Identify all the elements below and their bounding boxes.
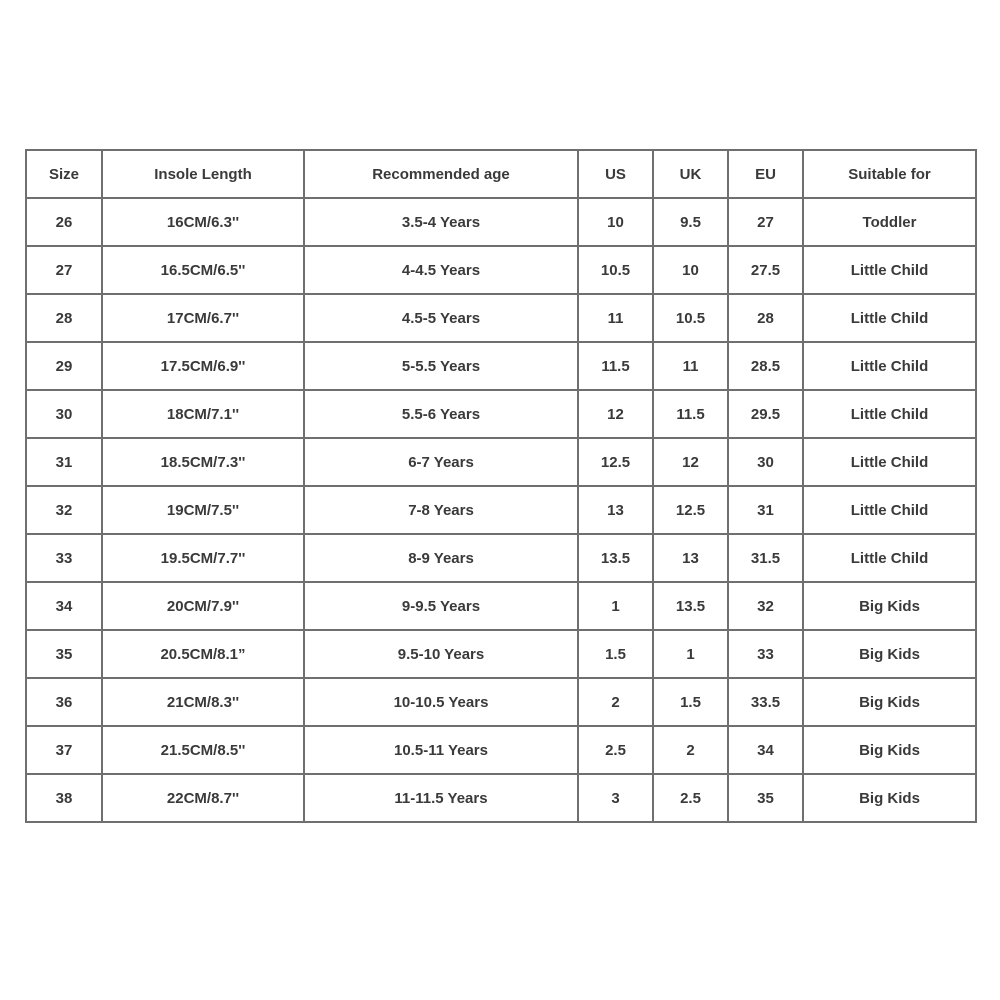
cell-uk: 13.5 [653, 582, 728, 630]
header-suitable-for: Suitable for [803, 150, 976, 198]
cell-size: 37 [26, 726, 102, 774]
table-row [26, 246, 976, 294]
cell-recommended-age: 10-10.5 Years [304, 678, 578, 726]
cell-us: 13.5 [578, 534, 653, 582]
cell-uk: 12 [653, 438, 728, 486]
cell-suitable-for: Little Child [803, 486, 976, 534]
header-row [26, 150, 976, 198]
cell-suitable-for: Big Kids [803, 582, 976, 630]
cell-suitable-for: Big Kids [803, 678, 976, 726]
cell-us: 12 [578, 390, 653, 438]
cell-recommended-age: 5-5.5 Years [304, 342, 578, 390]
cell-uk: 1 [653, 630, 728, 678]
cell-us: 13 [578, 486, 653, 534]
header-recommended-age: Recommended age [304, 150, 578, 198]
cell-size: 30 [26, 390, 102, 438]
cell-eu: 33 [728, 630, 803, 678]
cell-us: 1.5 [578, 630, 653, 678]
cell-uk: 10.5 [653, 294, 728, 342]
cell-eu: 27 [728, 198, 803, 246]
header-insole-length: Insole Length [102, 150, 304, 198]
table-row [26, 342, 976, 390]
cell-eu: 32 [728, 582, 803, 630]
cell-size: 32 [26, 486, 102, 534]
cell-insole-length: 18CM/7.1'' [102, 390, 304, 438]
cell-size: 26 [26, 198, 102, 246]
header-size: Size [26, 150, 102, 198]
table-row [26, 486, 976, 534]
cell-us: 2.5 [578, 726, 653, 774]
cell-size: 34 [26, 582, 102, 630]
cell-insole-length: 21.5CM/8.5'' [102, 726, 304, 774]
cell-suitable-for: Little Child [803, 342, 976, 390]
header-uk: UK [653, 150, 728, 198]
cell-insole-length: 20CM/7.9'' [102, 582, 304, 630]
cell-insole-length: 16.5CM/6.5'' [102, 246, 304, 294]
table-row [26, 582, 976, 630]
cell-eu: 31.5 [728, 534, 803, 582]
cell-insole-length: 20.5CM/8.1” [102, 630, 304, 678]
cell-recommended-age: 3.5-4 Years [304, 198, 578, 246]
cell-eu: 28.5 [728, 342, 803, 390]
cell-insole-length: 17CM/6.7'' [102, 294, 304, 342]
cell-uk: 10 [653, 246, 728, 294]
cell-suitable-for: Little Child [803, 294, 976, 342]
cell-insole-length: 17.5CM/6.9'' [102, 342, 304, 390]
cell-size: 29 [26, 342, 102, 390]
header-us: US [578, 150, 653, 198]
cell-us: 2 [578, 678, 653, 726]
cell-recommended-age: 9.5-10 Years [304, 630, 578, 678]
table-row [26, 438, 976, 486]
table-row [26, 726, 976, 774]
header-eu: EU [728, 150, 803, 198]
cell-eu: 27.5 [728, 246, 803, 294]
cell-size: 31 [26, 438, 102, 486]
table-row [26, 630, 976, 678]
cell-us: 10.5 [578, 246, 653, 294]
table-row [26, 198, 976, 246]
table-body [26, 198, 976, 822]
cell-eu: 33.5 [728, 678, 803, 726]
table-row [26, 294, 976, 342]
cell-recommended-age: 9-9.5 Years [304, 582, 578, 630]
cell-us: 11.5 [578, 342, 653, 390]
cell-us: 10 [578, 198, 653, 246]
cell-insole-length: 18.5CM/7.3'' [102, 438, 304, 486]
table-row [26, 534, 976, 582]
cell-uk: 2.5 [653, 774, 728, 822]
cell-size: 28 [26, 294, 102, 342]
cell-size: 38 [26, 774, 102, 822]
cell-us: 1 [578, 582, 653, 630]
cell-suitable-for: Big Kids [803, 726, 976, 774]
cell-suitable-for: Little Child [803, 246, 976, 294]
cell-uk: 13 [653, 534, 728, 582]
cell-suitable-for: Little Child [803, 534, 976, 582]
cell-recommended-age: 11-11.5 Years [304, 774, 578, 822]
cell-eu: 35 [728, 774, 803, 822]
cell-eu: 28 [728, 294, 803, 342]
cell-recommended-age: 5.5-6 Years [304, 390, 578, 438]
cell-suitable-for: Big Kids [803, 630, 976, 678]
cell-uk: 2 [653, 726, 728, 774]
cell-suitable-for: Little Child [803, 390, 976, 438]
cell-suitable-for: Toddler [803, 198, 976, 246]
cell-recommended-age: 8-9 Years [304, 534, 578, 582]
cell-size: 27 [26, 246, 102, 294]
cell-recommended-age: 4-4.5 Years [304, 246, 578, 294]
cell-us: 12.5 [578, 438, 653, 486]
cell-uk: 9.5 [653, 198, 728, 246]
cell-insole-length: 19.5CM/7.7'' [102, 534, 304, 582]
cell-us: 3 [578, 774, 653, 822]
cell-size: 36 [26, 678, 102, 726]
cell-insole-length: 22CM/8.7'' [102, 774, 304, 822]
cell-recommended-age: 6-7 Years [304, 438, 578, 486]
table-row [26, 678, 976, 726]
cell-recommended-age: 4.5-5 Years [304, 294, 578, 342]
cell-insole-length: 21CM/8.3'' [102, 678, 304, 726]
table-row [26, 390, 976, 438]
cell-recommended-age: 10.5-11 Years [304, 726, 578, 774]
cell-eu: 34 [728, 726, 803, 774]
cell-uk: 12.5 [653, 486, 728, 534]
cell-suitable-for: Little Child [803, 438, 976, 486]
table-row [26, 774, 976, 822]
cell-recommended-age: 7-8 Years [304, 486, 578, 534]
cell-size: 35 [26, 630, 102, 678]
size-chart-table [25, 149, 977, 823]
cell-uk: 11.5 [653, 390, 728, 438]
cell-us: 11 [578, 294, 653, 342]
cell-insole-length: 19CM/7.5'' [102, 486, 304, 534]
cell-eu: 31 [728, 486, 803, 534]
cell-size: 33 [26, 534, 102, 582]
cell-uk: 1.5 [653, 678, 728, 726]
cell-uk: 11 [653, 342, 728, 390]
cell-insole-length: 16CM/6.3'' [102, 198, 304, 246]
cell-eu: 30 [728, 438, 803, 486]
cell-eu: 29.5 [728, 390, 803, 438]
cell-suitable-for: Big Kids [803, 774, 976, 822]
